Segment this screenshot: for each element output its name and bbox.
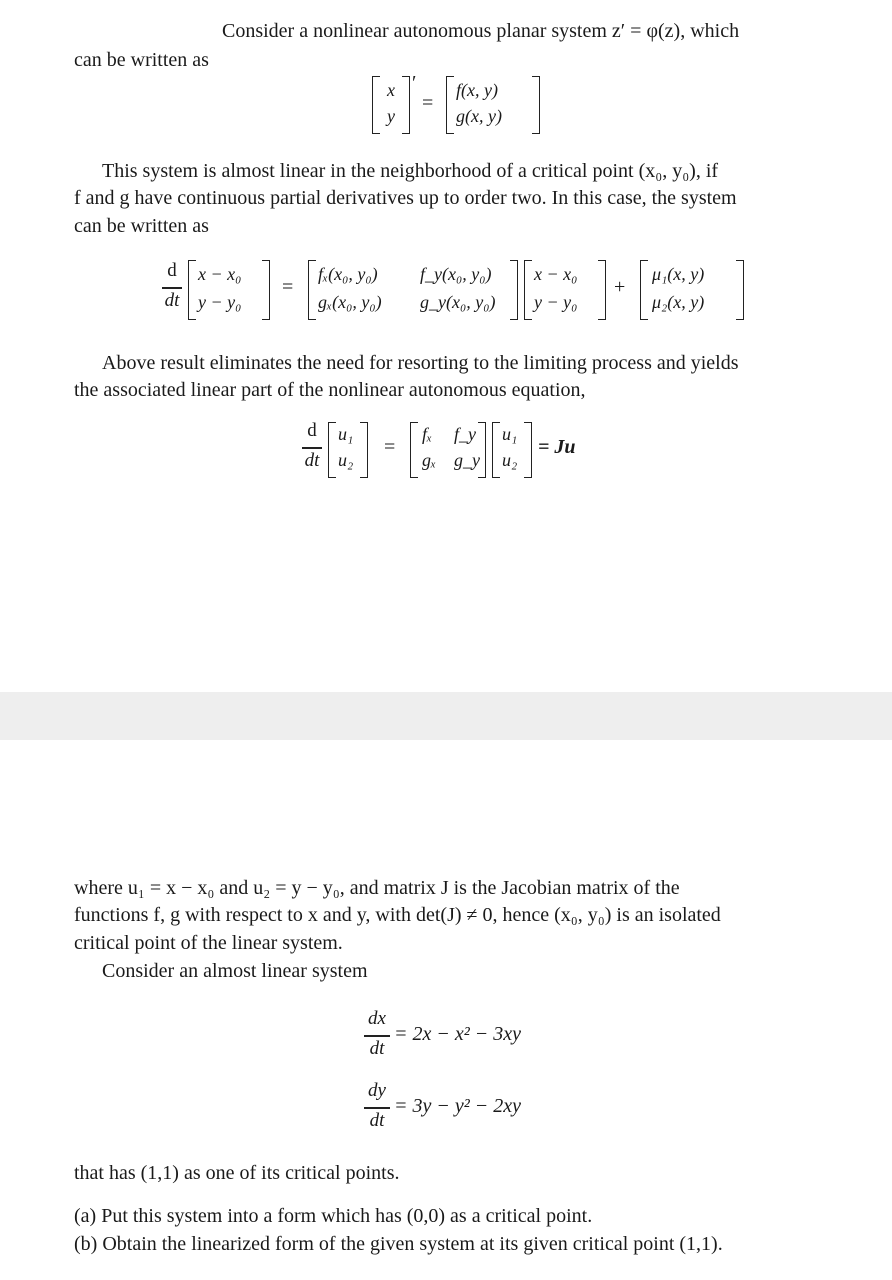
eq5-num: dy: [368, 1080, 386, 1101]
eq2-plus: +: [614, 276, 626, 298]
eq2-dt: dt: [164, 290, 180, 311]
intro-line-2: can be written as: [74, 49, 209, 71]
eq1-lhs-bottom: y: [387, 106, 395, 126]
eq3-jacobian: [410, 422, 486, 478]
eq4-den: dt: [369, 1038, 385, 1059]
eq3-fy: f_y: [454, 424, 476, 444]
eq3-u2-b: u₂: [502, 450, 518, 470]
eq1-rhs-bottom: g(x, y): [456, 106, 502, 126]
eq4-rhs: = 2x − x² − 3xy: [394, 1023, 521, 1045]
eq2-fraction-bar: [162, 287, 182, 289]
eq2-m11: fₓ(x₀, y₀): [318, 264, 378, 284]
eq3-u-vector: [328, 422, 368, 478]
eq5-den: dt: [369, 1110, 385, 1131]
eq2-m12: f_y(x₀, y₀): [420, 264, 492, 284]
eq3-gx: gₓ: [422, 450, 437, 470]
eq2-state-vector: [188, 260, 270, 320]
eq3-dt: dt: [304, 450, 320, 471]
eq2-vec2-bottom: y − y₀: [534, 292, 578, 312]
para3-line-2: the associated linear part of the nonlinear autonomous equation,: [74, 379, 586, 401]
equation-3: [300, 420, 620, 480]
eq3-u1-b: u₁: [502, 424, 518, 444]
para2-line-1: This system is almost linear in the neighborhood of a critical point (x₀, y₀), if: [102, 160, 719, 182]
eq3-rhs: = Ju: [538, 436, 576, 458]
eq3-u2: u₂: [338, 450, 354, 470]
eq2-jacobian-matrix: [308, 260, 518, 320]
eq3-u1: u₁: [338, 424, 354, 444]
eq1-prime: ′: [412, 72, 417, 94]
equation-2: [158, 258, 758, 324]
eq1-rhs-top: f(x, y): [456, 80, 498, 100]
eq2-m21: gₓ(x₀, y₀): [318, 292, 382, 312]
page-separator: [0, 692, 892, 740]
intro-line-1: Consider a nonlinear autonomous planar system z′ = φ(z), which: [222, 20, 740, 42]
eq5-bar: [364, 1107, 390, 1109]
eq2-vec2-top: x − x₀: [534, 264, 578, 284]
para4-line-1: where u₁ = x − x₀ and u₂ = y − y₀, and matrix J is the Jacobian matrix of the: [74, 877, 680, 899]
para4-line-2: functions f, g with respect to x and y, with det(J) ≠ 0, hence (x₀, y₀) is an isolated: [74, 904, 721, 926]
para3-line-1: Above result eliminates the need for resorting to the limiting process and yields: [102, 352, 739, 374]
eq4-bar: [364, 1035, 390, 1037]
eq3-fx: fₓ: [422, 424, 433, 444]
part-a: (a) Put this system into a form which has (0,0) as a critical point.: [74, 1205, 593, 1227]
eq5-rhs: = 3y − y² − 2xy: [394, 1095, 521, 1117]
eq1-lhs-vector: [372, 76, 410, 134]
para2-line-2: f and g have continuous partial derivatives up to order two. In this case, the system: [74, 187, 737, 209]
equation-4: [364, 1008, 584, 1068]
eq2-d: d: [167, 260, 177, 281]
eq2-mu-bottom: μ₂(x, y): [652, 292, 705, 312]
eq3-fraction-bar: [302, 447, 322, 449]
para6: that has (1,1) as one of its critical points.: [74, 1162, 400, 1184]
eq2-state-vector-2: [524, 260, 606, 320]
eq1-equals: =: [422, 92, 434, 114]
eq3-gy: g_y: [454, 450, 480, 470]
eq2-m22: g_y(x₀, y₀): [420, 292, 496, 312]
eq2-vec-top: x − x₀: [198, 264, 242, 284]
part-b: (b) Obtain the linearized form of the given system at its given critical point (1,1).: [74, 1233, 723, 1255]
equation-5: [364, 1080, 584, 1140]
eq3-d: d: [307, 420, 317, 441]
eq2-remainder-vector: [640, 260, 744, 320]
eq2-equals: =: [282, 276, 294, 298]
eq2-mu-top: μ₁(x, y): [652, 264, 705, 284]
eq1-rhs-vector: [446, 76, 540, 134]
equation-1: [372, 72, 542, 136]
eq1-lhs-top: x: [387, 80, 395, 100]
eq4-num: dx: [368, 1008, 386, 1029]
eq3-u-vector-2: [492, 422, 532, 478]
para5: Consider an almost linear system: [102, 960, 368, 982]
eq2-vec-bottom: y − y₀: [198, 292, 242, 312]
para4-line-3: critical point of the linear system.: [74, 932, 343, 954]
para2-line-3: can be written as: [74, 215, 209, 237]
eq3-equals: =: [384, 436, 396, 458]
